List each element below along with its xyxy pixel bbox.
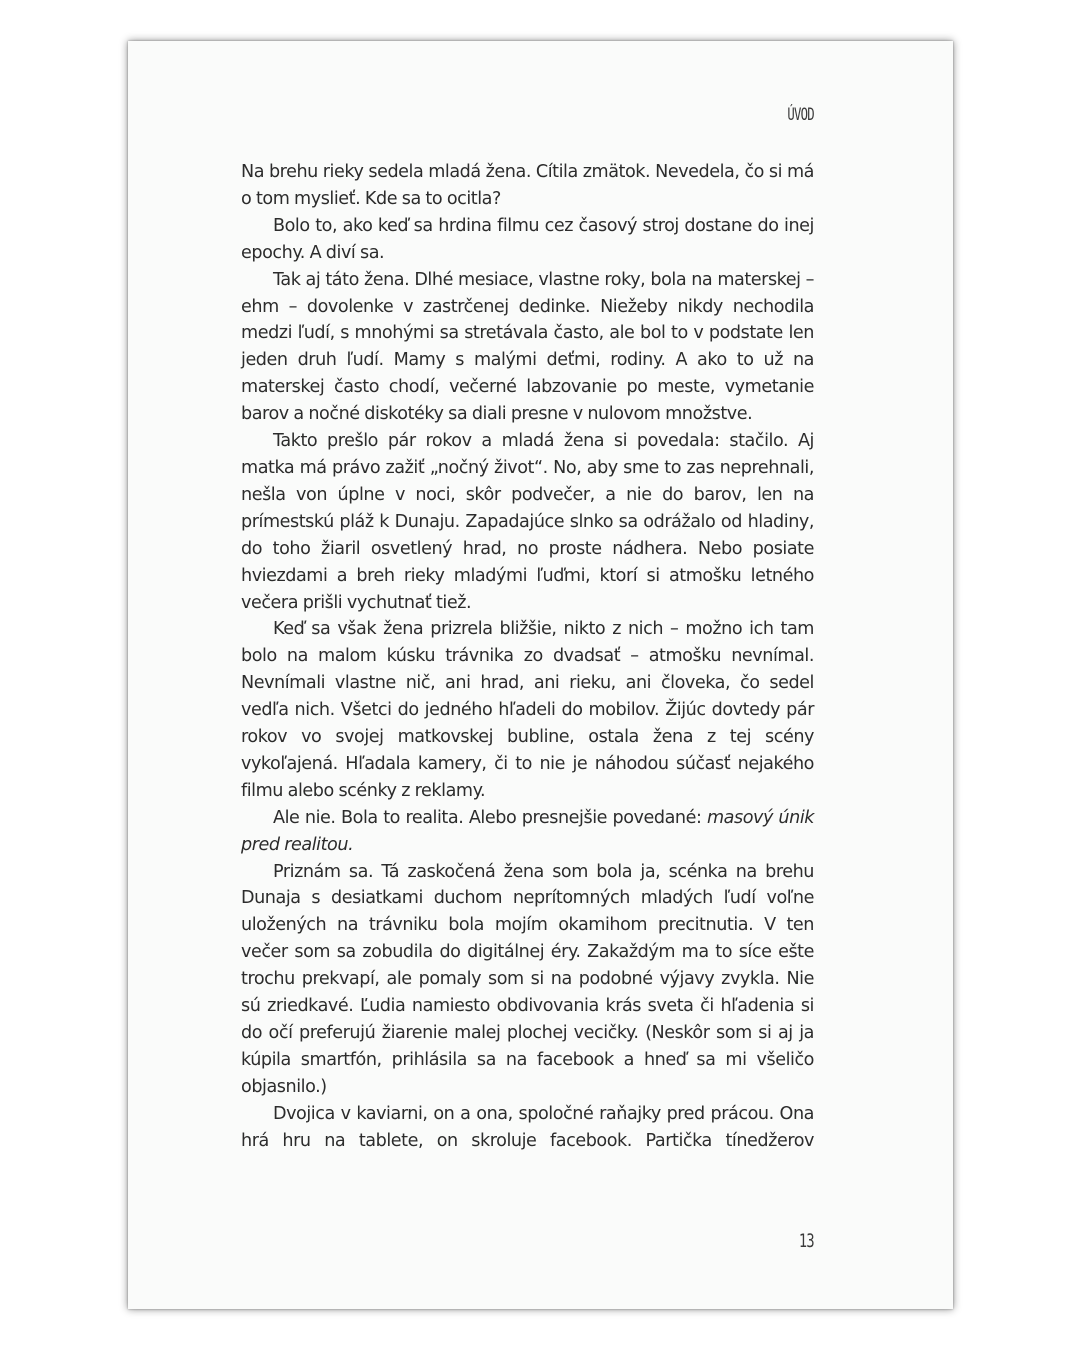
body-text <box>241 159 814 1155</box>
paragraph: Dvojica v kaviarni, on a ona, spoločné raňajky pred prácou. Ona hrá hru na tablete, on skroluje facebook. Partička tínedžerov <box>241 1103 814 1151</box>
paragraph: Priznám sa. Tá zaskočená žena som bola ja, scénka na brehu Dunaja s desiatkami duchom neprítomných mladých ľudí voľne uložených na trávniku bola mojím okamihom precitnutia. V ten večer som sa zobudila do digitálnej éry. Zakaždým ma to síce ešte trochu prekvapí, ale pomaly som si na podobné výjavy zvykla. Nie sú zriedkavé. Ľudia namiesto obdivovania krás sveta či hľadenia si do očí preferujú žiarenie malej plochej vecičky. (Neskôr som si aj ja kúpila smartfón, prihlásila sa na facebook a hneď sa mi všeličo objasnilo.) <box>241 861 814 1097</box>
paragraph: Keď sa však žena prizrela bližšie, nikto z nich – možno ich tam bolo na malom kúsku trávnika zo dvadsať – atmošku nevnímal. Nevnímali vlastne nič, ani hrad, ani rieku, ani človeka, čo sedel vedľa nich. Všetci do jedného hľadeli do mobilov. Žijúc dovtedy pár rokov vo svojej matkovskej bubline, ostala žena z tej scény vykoľajená. Hľadala kamery, či to nie je náhodou súčasť nejakého filmu alebo scénky z reklamy. <box>241 619 814 801</box>
book-page <box>128 41 953 1309</box>
paragraph: Tak aj táto žena. Dlhé mesiace, vlastne roky, bola na materskej – ehm – dovolenke v zastrčenej dedinke. Niežeby nikdy nechodila medzi ľudí, s mnohými sa stretávala často, ale bol to v podstate len jeden druh ľudí. Mamy s malými deťmi, rodiny. A ako to už na materskej často chodí, večerné labzovanie po meste, vymetanie barov a nočné diskotéky sa diali presne v nulovom množstve. <box>241 269 814 425</box>
paragraph: Takto prešlo pár rokov a mladá žena si povedala: stačilo. Aj matka má právo zažiť „nočný život“. No, aby sme to zas neprehnali, nešla von úplne v noci, skôr podvečer, a nie do barov, len na prímestskú pláž k Dunaju. Zapadajúce slnko sa odrážalo od hladiny, do toho žiaril osvetlený hrad, no proste nádhera. Nebo posiate hviezdami a breh rieky mladými ľuďmi, ktorí si atmošku letného večera prišli vychutnať tiež. <box>241 431 814 613</box>
running-head: ÚVOD <box>787 105 814 125</box>
page-number: 13 <box>798 1230 814 1252</box>
paragraph: Na brehu rieky sedela mladá žena. Cítila zmätok. Nevedela, čo si má o tom myslieť. Kde sa to ocitla? <box>241 162 814 209</box>
italic-phrase: masový únik pred realitou. <box>241 807 814 855</box>
paragraph: Bolo to, ako keď sa hrdina filmu cez časový stroj dostane do inej epochy. A diví sa. <box>241 215 814 263</box>
paragraph-lead: Ale nie. Bola to realita. Alebo presnejšie povedané: <box>273 807 707 828</box>
paragraph <box>241 805 814 859</box>
